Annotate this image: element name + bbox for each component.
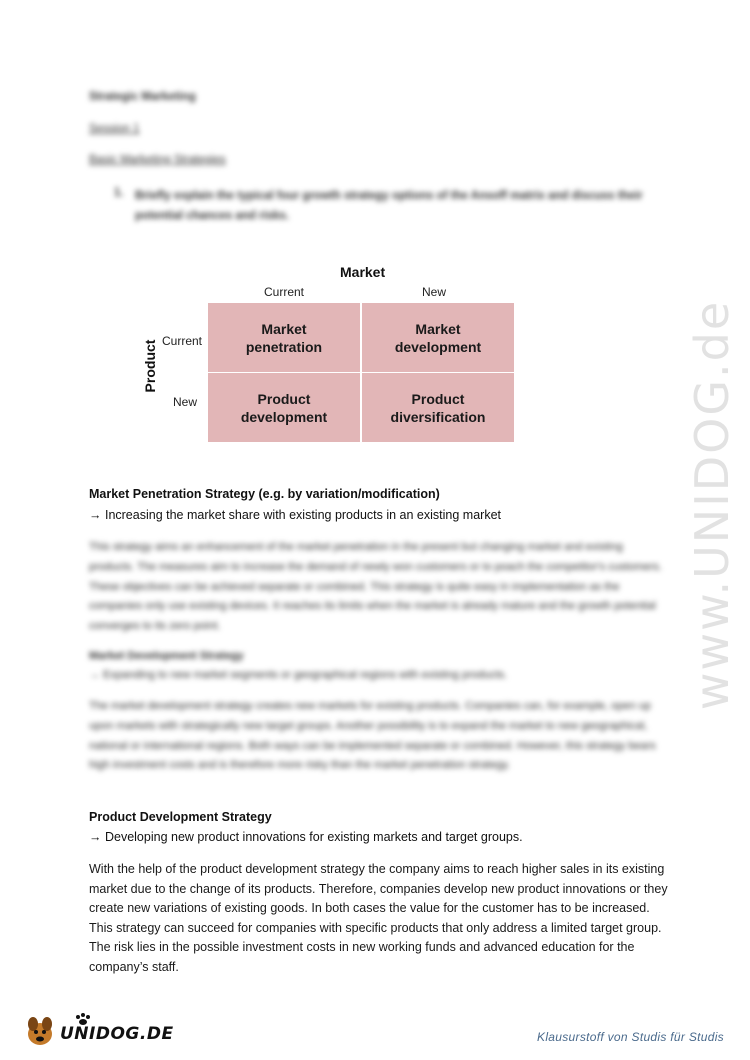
matrix-column-label-current: Current (264, 285, 305, 299)
matrix-row-label-new: New (173, 395, 198, 409)
question-number: 1. (114, 187, 124, 199)
watermark: www.UNIDOG.de (685, 299, 739, 711)
section-heading-market-development: Market Development Strategy (89, 650, 244, 662)
session-label: Session 1 (89, 123, 140, 135)
section-summary-market-penetration: → Increasing the market share with existing products in an existing market (89, 508, 501, 522)
footer-tagline: Klausurstoff von Studis für Studis (537, 1030, 724, 1044)
matrix-cell-product-diversification: Product diversification (362, 373, 514, 442)
matrix-cell-market-development: Market development (362, 303, 514, 372)
matrix-cell-product-development: Product development (208, 373, 360, 442)
matrix-column-axis-title: Market (340, 264, 386, 280)
unidog-logo-text: UNIDOG.DE (60, 1024, 174, 1044)
section-summary-product-development: → Developing new product innovations for existing markets and target groups. (89, 830, 523, 844)
section-heading-market-penetration: Market Penetration Strategy (e.g. by variation/modification) (89, 487, 440, 501)
section-body-market-development: The market development strategy creates new markets for existing products. Companies can, for example, open up upon markets with strategically new target groups. Another possibility is to expand the market to new geographical, national or international regions. Both ways can be implemented separate or combined. However, this strategy bears high investment costs and is therefore more risky than the market penetration strategy. (89, 700, 656, 772)
section-body-market-penetration: This strategy aims an enhancement of the market penetration in the present but changing market and existing products. The measures aim to increase the demand of newly won customers or to poach the competitor's customers. These objectives can be achieved separate or combined. This strategy is quite easy in implementation as the companies only use existing devices. It reaches its limits when the market is already mature and the growth potential converges to its zero point. (89, 541, 662, 633)
topic-label: Basic Marketing Strategies (89, 154, 226, 166)
matrix-column-label-new: New (422, 285, 447, 299)
section-heading-product-development: Product Development Strategy (89, 810, 272, 824)
section-body-product-development: With the help of the product development strategy the company aims to reach higher sales in its existing market due to the change of its products. Therefore, companies develop new product innovations or they create new variations of existing goods. In both cases the value for the customer has to be increased. This strategy can succeed for companies with specific products that only address a limited target group. The risk lies in the possible investment costs in new working funds and advanced education for the company’s staff. (89, 862, 668, 974)
question-text: Briefly explain the typical four growth strategy options of the Ansoff matrix and discuss their potential chances and risks. (135, 190, 643, 222)
matrix-row-axis-title: Product (142, 339, 158, 393)
document-title: Strategic Marketing (89, 91, 196, 103)
section-summary-market-development: → Expanding to new market segments or geographical regions with existing products. (89, 669, 508, 681)
matrix-row-label-current: Current (162, 334, 203, 348)
matrix-cell-market-penetration: Market penetration (208, 303, 360, 372)
